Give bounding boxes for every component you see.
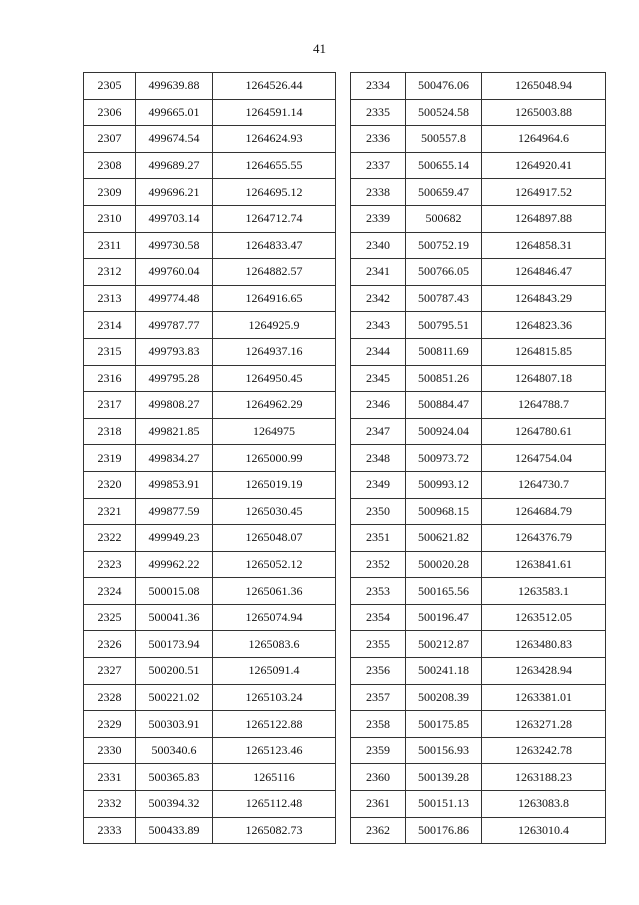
table-row <box>351 179 606 206</box>
point-number-cell: 2337 <box>351 152 406 179</box>
y-coordinate-cell: 1264815.85 <box>482 338 606 365</box>
point-number-cell: 2348 <box>351 445 406 472</box>
y-coordinate-cell: 1265083.6 <box>213 631 336 658</box>
x-coordinate-cell: 500766.05 <box>406 259 482 286</box>
table-row <box>84 179 336 206</box>
y-coordinate-cell: 1264591.14 <box>213 99 336 126</box>
x-coordinate-cell: 499703.14 <box>136 205 213 232</box>
table-row <box>351 737 606 764</box>
y-coordinate-cell: 1265103.24 <box>213 684 336 711</box>
x-coordinate-cell: 499689.27 <box>136 152 213 179</box>
table-row <box>84 99 336 126</box>
point-number-cell: 2322 <box>84 525 136 552</box>
y-coordinate-cell: 1264843.29 <box>482 285 606 312</box>
table-row <box>84 711 336 738</box>
point-number-cell: 2309 <box>84 179 136 206</box>
y-coordinate-cell: 1265019.19 <box>213 471 336 498</box>
table-row <box>84 73 336 100</box>
y-coordinate-cell: 1265112.48 <box>213 791 336 818</box>
x-coordinate-cell: 500993.12 <box>406 471 482 498</box>
x-coordinate-cell: 500476.06 <box>406 73 482 100</box>
point-number-cell: 2347 <box>351 418 406 445</box>
y-coordinate-cell: 1264695.12 <box>213 179 336 206</box>
y-coordinate-cell: 1264788.7 <box>482 392 606 419</box>
point-number-cell: 2325 <box>84 604 136 631</box>
x-coordinate-cell: 500973.72 <box>406 445 482 472</box>
point-number-cell: 2351 <box>351 525 406 552</box>
point-number-cell: 2360 <box>351 764 406 791</box>
y-coordinate-cell: 1265061.36 <box>213 578 336 605</box>
y-coordinate-cell: 1265048.94 <box>482 73 606 100</box>
table-body-left <box>84 73 336 844</box>
table-row <box>84 525 336 552</box>
table-row <box>351 551 606 578</box>
point-number-cell: 2330 <box>84 737 136 764</box>
point-number-cell: 2328 <box>84 684 136 711</box>
y-coordinate-cell: 1264916.65 <box>213 285 336 312</box>
table-row <box>351 312 606 339</box>
y-coordinate-cell: 1265052.12 <box>213 551 336 578</box>
point-number-cell: 2319 <box>84 445 136 472</box>
table-row <box>84 152 336 179</box>
point-number-cell: 2338 <box>351 179 406 206</box>
point-number-cell: 2329 <box>84 711 136 738</box>
point-number-cell: 2352 <box>351 551 406 578</box>
y-coordinate-cell: 1264975 <box>213 418 336 445</box>
table-row <box>351 445 606 472</box>
point-number-cell: 2355 <box>351 631 406 658</box>
y-coordinate-cell: 1264684.79 <box>482 498 606 525</box>
x-coordinate-cell: 499774.48 <box>136 285 213 312</box>
x-coordinate-cell: 500165.56 <box>406 578 482 605</box>
x-coordinate-cell: 499793.83 <box>136 338 213 365</box>
x-coordinate-cell: 500795.51 <box>406 312 482 339</box>
x-coordinate-cell: 500884.47 <box>406 392 482 419</box>
point-number-cell: 2340 <box>351 232 406 259</box>
y-coordinate-cell: 1264950.45 <box>213 365 336 392</box>
table-row <box>84 551 336 578</box>
x-coordinate-cell: 500015.08 <box>136 578 213 605</box>
table-row <box>351 658 606 685</box>
table-row <box>351 259 606 286</box>
y-coordinate-cell: 1263242.78 <box>482 737 606 764</box>
page-number: 41 <box>313 41 326 56</box>
point-number-cell: 2310 <box>84 205 136 232</box>
x-coordinate-cell: 499665.01 <box>136 99 213 126</box>
point-number-cell: 2315 <box>84 338 136 365</box>
table-row <box>84 578 336 605</box>
point-number-cell: 2311 <box>84 232 136 259</box>
point-number-cell: 2357 <box>351 684 406 711</box>
y-coordinate-cell: 1264920.41 <box>482 152 606 179</box>
y-coordinate-cell: 1264730.7 <box>482 471 606 498</box>
table-row <box>84 365 336 392</box>
point-number-cell: 2359 <box>351 737 406 764</box>
point-number-cell: 2313 <box>84 285 136 312</box>
y-coordinate-cell: 1264882.57 <box>213 259 336 286</box>
y-coordinate-cell: 1264897.88 <box>482 205 606 232</box>
y-coordinate-cell: 1265074.94 <box>213 604 336 631</box>
table-row <box>351 525 606 552</box>
x-coordinate-cell: 500303.91 <box>136 711 213 738</box>
table-row <box>351 392 606 419</box>
point-number-cell: 2306 <box>84 99 136 126</box>
y-coordinate-cell: 1264624.93 <box>213 126 336 153</box>
y-coordinate-cell: 1264964.6 <box>482 126 606 153</box>
table-row <box>351 498 606 525</box>
table-row <box>351 285 606 312</box>
x-coordinate-cell: 500394.32 <box>136 791 213 818</box>
point-number-cell: 2344 <box>351 338 406 365</box>
x-coordinate-cell: 500787.43 <box>406 285 482 312</box>
y-coordinate-cell: 1264937.16 <box>213 338 336 365</box>
y-coordinate-cell: 1265091.4 <box>213 658 336 685</box>
table-row <box>84 737 336 764</box>
y-coordinate-cell: 1263271.28 <box>482 711 606 738</box>
x-coordinate-cell: 499674.54 <box>136 126 213 153</box>
y-coordinate-cell: 1263583.1 <box>482 578 606 605</box>
point-number-cell: 2339 <box>351 205 406 232</box>
table-row <box>351 365 606 392</box>
table-row <box>351 205 606 232</box>
point-number-cell: 2353 <box>351 578 406 605</box>
table-row <box>84 631 336 658</box>
y-coordinate-cell: 1264962.29 <box>213 392 336 419</box>
table-row <box>351 578 606 605</box>
x-coordinate-cell: 500139.28 <box>406 764 482 791</box>
x-coordinate-cell: 499834.27 <box>136 445 213 472</box>
point-number-cell: 2314 <box>84 312 136 339</box>
table-row <box>84 338 336 365</box>
y-coordinate-cell: 1263010.4 <box>482 817 606 844</box>
point-number-cell: 2341 <box>351 259 406 286</box>
x-coordinate-cell: 500682 <box>406 205 482 232</box>
y-coordinate-cell: 1263188.23 <box>482 764 606 791</box>
point-number-cell: 2358 <box>351 711 406 738</box>
x-coordinate-cell: 500041.36 <box>136 604 213 631</box>
table-row <box>351 152 606 179</box>
y-coordinate-cell: 1264833.47 <box>213 232 336 259</box>
x-coordinate-cell: 500151.13 <box>406 791 482 818</box>
table-row <box>351 471 606 498</box>
table-row <box>84 684 336 711</box>
x-coordinate-cell: 500200.51 <box>136 658 213 685</box>
x-coordinate-cell: 500433.89 <box>136 817 213 844</box>
point-number-cell: 2335 <box>351 99 406 126</box>
x-coordinate-cell: 500156.93 <box>406 737 482 764</box>
table-row <box>84 498 336 525</box>
x-coordinate-cell: 500659.47 <box>406 179 482 206</box>
table-row <box>351 73 606 100</box>
table-row <box>84 285 336 312</box>
x-coordinate-cell: 500212.87 <box>406 631 482 658</box>
table-row <box>351 338 606 365</box>
y-coordinate-cell: 1264846.47 <box>482 259 606 286</box>
y-coordinate-cell: 1265048.07 <box>213 525 336 552</box>
y-coordinate-cell: 1265116 <box>213 764 336 791</box>
point-number-cell: 2334 <box>351 73 406 100</box>
y-coordinate-cell: 1264780.61 <box>482 418 606 445</box>
point-number-cell: 2356 <box>351 658 406 685</box>
x-coordinate-cell: 500557.8 <box>406 126 482 153</box>
point-number-cell: 2342 <box>351 285 406 312</box>
table-row <box>351 817 606 844</box>
x-coordinate-cell: 499787.77 <box>136 312 213 339</box>
point-number-cell: 2308 <box>84 152 136 179</box>
point-number-cell: 2350 <box>351 498 406 525</box>
table-row <box>84 418 336 445</box>
point-number-cell: 2324 <box>84 578 136 605</box>
y-coordinate-cell: 1264917.52 <box>482 179 606 206</box>
y-coordinate-cell: 1264754.04 <box>482 445 606 472</box>
y-coordinate-cell: 1265122.88 <box>213 711 336 738</box>
x-coordinate-cell: 500924.04 <box>406 418 482 445</box>
point-number-cell: 2312 <box>84 259 136 286</box>
point-number-cell: 2316 <box>84 365 136 392</box>
y-coordinate-cell: 1265030.45 <box>213 498 336 525</box>
x-coordinate-cell: 500365.83 <box>136 764 213 791</box>
table-row <box>84 126 336 153</box>
x-coordinate-cell: 500621.82 <box>406 525 482 552</box>
y-coordinate-cell: 1264925.9 <box>213 312 336 339</box>
point-number-cell: 2307 <box>84 126 136 153</box>
table-row <box>351 604 606 631</box>
x-coordinate-cell: 499877.59 <box>136 498 213 525</box>
y-coordinate-cell: 1263480.83 <box>482 631 606 658</box>
point-number-cell: 2331 <box>84 764 136 791</box>
y-coordinate-cell: 1264655.55 <box>213 152 336 179</box>
x-coordinate-cell: 500176.86 <box>406 817 482 844</box>
y-coordinate-cell: 1265000.99 <box>213 445 336 472</box>
table-row <box>84 471 336 498</box>
coordinates-table-left <box>83 72 336 844</box>
x-coordinate-cell: 500020.28 <box>406 551 482 578</box>
x-coordinate-cell: 500173.94 <box>136 631 213 658</box>
y-coordinate-cell: 1264526.44 <box>213 73 336 100</box>
table-row <box>84 764 336 791</box>
y-coordinate-cell: 1265003.88 <box>482 99 606 126</box>
x-coordinate-cell: 500655.14 <box>406 152 482 179</box>
y-coordinate-cell: 1265082.73 <box>213 817 336 844</box>
table-row <box>84 392 336 419</box>
x-coordinate-cell: 499639.88 <box>136 73 213 100</box>
table-row <box>84 205 336 232</box>
x-coordinate-cell: 499821.85 <box>136 418 213 445</box>
x-coordinate-cell: 500752.19 <box>406 232 482 259</box>
table-row <box>84 604 336 631</box>
point-number-cell: 2332 <box>84 791 136 818</box>
point-number-cell: 2349 <box>351 471 406 498</box>
table-row <box>351 631 606 658</box>
x-coordinate-cell: 500968.15 <box>406 498 482 525</box>
point-number-cell: 2318 <box>84 418 136 445</box>
x-coordinate-cell: 499962.22 <box>136 551 213 578</box>
point-number-cell: 2336 <box>351 126 406 153</box>
y-coordinate-cell: 1263428.94 <box>482 658 606 685</box>
table-row <box>84 817 336 844</box>
y-coordinate-cell: 1264823.36 <box>482 312 606 339</box>
coordinates-table-right <box>350 72 606 844</box>
table-row <box>351 684 606 711</box>
point-number-cell: 2346 <box>351 392 406 419</box>
table-row <box>84 259 336 286</box>
x-coordinate-cell: 499853.91 <box>136 471 213 498</box>
table-row <box>351 99 606 126</box>
y-coordinate-cell: 1263381.01 <box>482 684 606 711</box>
table-row <box>351 764 606 791</box>
x-coordinate-cell: 499760.04 <box>136 259 213 286</box>
x-coordinate-cell: 499949.23 <box>136 525 213 552</box>
point-number-cell: 2321 <box>84 498 136 525</box>
point-number-cell: 2362 <box>351 817 406 844</box>
table-row <box>351 711 606 738</box>
table-row <box>351 791 606 818</box>
point-number-cell: 2343 <box>351 312 406 339</box>
x-coordinate-cell: 500524.58 <box>406 99 482 126</box>
table-row <box>84 232 336 259</box>
point-number-cell: 2345 <box>351 365 406 392</box>
table-row <box>351 232 606 259</box>
y-coordinate-cell: 1264858.31 <box>482 232 606 259</box>
x-coordinate-cell: 500811.69 <box>406 338 482 365</box>
x-coordinate-cell: 500241.18 <box>406 658 482 685</box>
point-number-cell: 2333 <box>84 817 136 844</box>
x-coordinate-cell: 500221.02 <box>136 684 213 711</box>
x-coordinate-cell: 499696.21 <box>136 179 213 206</box>
table-row <box>351 418 606 445</box>
table-row <box>84 658 336 685</box>
x-coordinate-cell: 500340.6 <box>136 737 213 764</box>
x-coordinate-cell: 500851.26 <box>406 365 482 392</box>
point-number-cell: 2323 <box>84 551 136 578</box>
table-body-right <box>351 73 606 844</box>
y-coordinate-cell: 1264712.74 <box>213 205 336 232</box>
x-coordinate-cell: 500208.39 <box>406 684 482 711</box>
table-row <box>84 312 336 339</box>
x-coordinate-cell: 500175.85 <box>406 711 482 738</box>
point-number-cell: 2327 <box>84 658 136 685</box>
point-number-cell: 2326 <box>84 631 136 658</box>
y-coordinate-cell: 1263841.61 <box>482 551 606 578</box>
point-number-cell: 2361 <box>351 791 406 818</box>
y-coordinate-cell: 1263512.05 <box>482 604 606 631</box>
y-coordinate-cell: 1263083.8 <box>482 791 606 818</box>
y-coordinate-cell: 1264807.18 <box>482 365 606 392</box>
table-row <box>84 791 336 818</box>
y-coordinate-cell: 1264376.79 <box>482 525 606 552</box>
x-coordinate-cell: 499730.58 <box>136 232 213 259</box>
point-number-cell: 2317 <box>84 392 136 419</box>
x-coordinate-cell: 499795.28 <box>136 365 213 392</box>
point-number-cell: 2354 <box>351 604 406 631</box>
point-number-cell: 2305 <box>84 73 136 100</box>
x-coordinate-cell: 500196.47 <box>406 604 482 631</box>
table-row <box>351 126 606 153</box>
point-number-cell: 2320 <box>84 471 136 498</box>
x-coordinate-cell: 499808.27 <box>136 392 213 419</box>
table-row <box>84 445 336 472</box>
y-coordinate-cell: 1265123.46 <box>213 737 336 764</box>
